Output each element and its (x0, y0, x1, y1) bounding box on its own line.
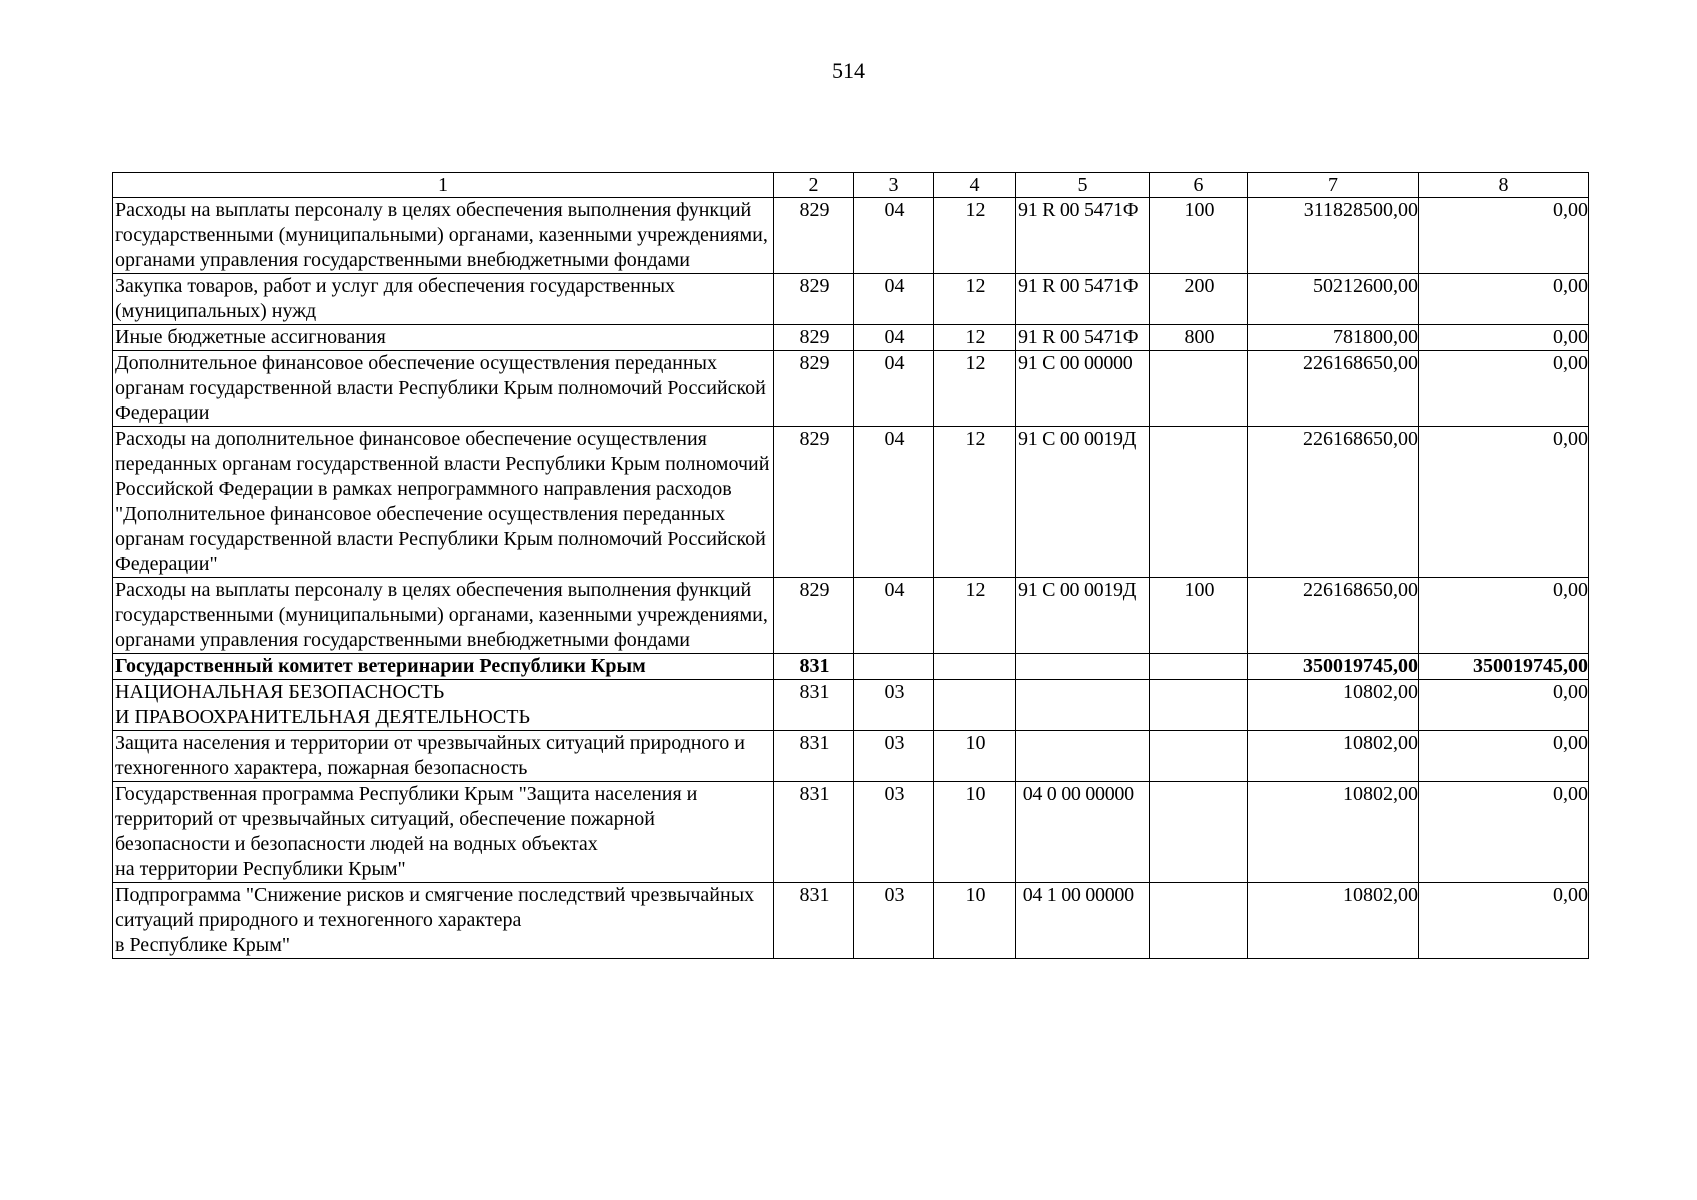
section-code-cell: 03 (854, 680, 934, 731)
amount-col8-cell: 0,00 (1419, 883, 1589, 959)
target-article-cell: 91 R 00 5471Ф (1016, 274, 1150, 325)
section-code-cell: 04 (854, 274, 934, 325)
column-header: 7 (1248, 173, 1419, 198)
target-article-cell: 04 0 00 00000 (1016, 782, 1150, 883)
subsection-code-cell: 12 (934, 274, 1016, 325)
amount-col7-cell: 226168650,00 (1248, 427, 1419, 578)
subsection-code-cell (934, 654, 1016, 680)
section-code-cell: 04 (854, 325, 934, 351)
amount-col8-cell: 0,00 (1419, 731, 1589, 782)
grbs-code-cell: 829 (774, 198, 854, 274)
amount-col7-cell: 226168650,00 (1248, 351, 1419, 427)
column-header: 4 (934, 173, 1016, 198)
target-article-cell (1016, 654, 1150, 680)
expense-type-cell: 100 (1150, 198, 1248, 274)
subsection-code-cell: 10 (934, 782, 1016, 883)
section-code-cell (854, 654, 934, 680)
section-code-cell: 03 (854, 731, 934, 782)
row-name-cell: Государственная программа Республики Крым "Защита населения и территорий от чрезвычайных ситуаций, обеспечение пожарной безопасности и безопасности людей на водных объектах на территории Республики Крым" (113, 782, 774, 883)
table-row (113, 274, 1589, 325)
expense-type-cell (1150, 427, 1248, 578)
subsection-code-cell: 10 (934, 883, 1016, 959)
target-article-cell: 91 R 00 5471Ф (1016, 198, 1150, 274)
expense-type-cell (1150, 731, 1248, 782)
expense-type-cell (1150, 680, 1248, 731)
amount-col7-cell: 10802,00 (1248, 883, 1419, 959)
row-name-cell: Иные бюджетные ассигнования (113, 325, 774, 351)
row-name-cell: Государственный комитет ветеринарии Республики Крым (113, 654, 774, 680)
row-name-cell: Защита населения и территории от чрезвычайных ситуаций природного и техногенного характера, пожарная безопасность (113, 731, 774, 782)
page-number: 514 (832, 58, 865, 83)
amount-col7-cell: 50212600,00 (1248, 274, 1419, 325)
table-row (113, 883, 1589, 959)
grbs-code-cell: 829 (774, 427, 854, 578)
section-code-cell: 03 (854, 782, 934, 883)
grbs-code-cell: 831 (774, 883, 854, 959)
expense-type-cell (1150, 351, 1248, 427)
amount-col8-cell: 0,00 (1419, 578, 1589, 654)
column-header: 2 (774, 173, 854, 198)
amount-col8-cell: 0,00 (1419, 198, 1589, 274)
grbs-code-cell: 829 (774, 274, 854, 325)
subsection-code-cell: 12 (934, 578, 1016, 654)
budget-table (112, 172, 1589, 959)
table-row (113, 731, 1589, 782)
amount-col8-cell: 0,00 (1419, 782, 1589, 883)
row-name-cell: Расходы на дополнительное финансовое обеспечение осуществления переданных органам государственной власти Республики Крым полномочий Российской Федерации в рамках непрограммного направления расходов "Дополнительное финансовое обеспечение осуществления переданных органам государственной власти Республики Крым полномочий Российской Федерации" (113, 427, 774, 578)
table-body (113, 198, 1589, 959)
expense-type-cell (1150, 782, 1248, 883)
subsection-code-cell: 12 (934, 351, 1016, 427)
table-row (113, 680, 1589, 731)
target-article-cell (1016, 731, 1150, 782)
amount-col7-cell: 10802,00 (1248, 782, 1419, 883)
row-name-cell: Расходы на выплаты персоналу в целях обеспечения выполнения функций государственными (муниципальными) органами, казенными учреждениями, органами управления государственными внебюджетными фондами (113, 198, 774, 274)
expense-type-cell: 800 (1150, 325, 1248, 351)
section-code-cell: 04 (854, 427, 934, 578)
subsection-code-cell (934, 680, 1016, 731)
amount-col8-cell: 350019745,00 (1419, 654, 1589, 680)
grbs-code-cell: 831 (774, 731, 854, 782)
amount-col8-cell: 0,00 (1419, 325, 1589, 351)
subsection-code-cell: 10 (934, 731, 1016, 782)
table-row (113, 782, 1589, 883)
amount-col7-cell: 226168650,00 (1248, 578, 1419, 654)
expense-type-cell: 100 (1150, 578, 1248, 654)
column-header: 3 (854, 173, 934, 198)
target-article-cell: 91 R 00 5471Ф (1016, 325, 1150, 351)
section-code-cell: 03 (854, 883, 934, 959)
grbs-code-cell: 831 (774, 782, 854, 883)
subsection-code-cell: 12 (934, 198, 1016, 274)
target-article-cell: 04 1 00 00000 (1016, 883, 1150, 959)
amount-col8-cell: 0,00 (1419, 427, 1589, 578)
subsection-code-cell: 12 (934, 427, 1016, 578)
column-header: 1 (113, 173, 774, 198)
amount-col8-cell: 0,00 (1419, 351, 1589, 427)
table-row (113, 351, 1589, 427)
row-name-cell: НАЦИОНАЛЬНАЯ БЕЗОПАСНОСТЬ И ПРАВООХРАНИТЕЛЬНАЯ ДЕЯТЕЛЬНОСТЬ (113, 680, 774, 731)
amount-col7-cell: 311828500,00 (1248, 198, 1419, 274)
table-row (113, 578, 1589, 654)
amount-col8-cell: 0,00 (1419, 680, 1589, 731)
row-name-cell: Закупка товаров, работ и услуг для обеспечения государственных (муниципальных) нужд (113, 274, 774, 325)
row-name-cell: Расходы на выплаты персоналу в целях обеспечения выполнения функций государственными (муниципальными) органами, казенными учреждениями, органами управления государственными внебюджетными фондами (113, 578, 774, 654)
target-article-cell: 91 С 00 0019Д (1016, 578, 1150, 654)
section-code-cell: 04 (854, 351, 934, 427)
grbs-code-cell: 831 (774, 654, 854, 680)
grbs-code-cell: 829 (774, 351, 854, 427)
table-row (113, 654, 1589, 680)
table-row (113, 325, 1589, 351)
section-code-cell: 04 (854, 578, 934, 654)
column-header: 8 (1419, 173, 1589, 198)
amount-col7-cell: 10802,00 (1248, 731, 1419, 782)
expense-type-cell: 200 (1150, 274, 1248, 325)
column-header: 5 (1016, 173, 1150, 198)
amount-col7-cell: 781800,00 (1248, 325, 1419, 351)
table-row (113, 427, 1589, 578)
target-article-cell: 91 С 00 0019Д (1016, 427, 1150, 578)
grbs-code-cell: 829 (774, 325, 854, 351)
target-article-cell: 91 С 00 00000 (1016, 351, 1150, 427)
amount-col8-cell: 0,00 (1419, 274, 1589, 325)
expense-type-cell (1150, 883, 1248, 959)
row-name-cell: Подпрограмма "Снижение рисков и смягчение последствий чрезвычайных ситуаций природного и техногенного характера в Республике Крым" (113, 883, 774, 959)
table-row (113, 198, 1589, 274)
column-header: 6 (1150, 173, 1248, 198)
amount-col7-cell: 10802,00 (1248, 680, 1419, 731)
section-code-cell: 04 (854, 198, 934, 274)
table-header-row (113, 173, 1589, 198)
row-name-cell: Дополнительное финансовое обеспечение осуществления переданных органам государственной власти Республики Крым полномочий Российской Федерации (113, 351, 774, 427)
grbs-code-cell: 829 (774, 578, 854, 654)
subsection-code-cell: 12 (934, 325, 1016, 351)
target-article-cell (1016, 680, 1150, 731)
expense-type-cell (1150, 654, 1248, 680)
amount-col7-cell: 350019745,00 (1248, 654, 1419, 680)
grbs-code-cell: 831 (774, 680, 854, 731)
